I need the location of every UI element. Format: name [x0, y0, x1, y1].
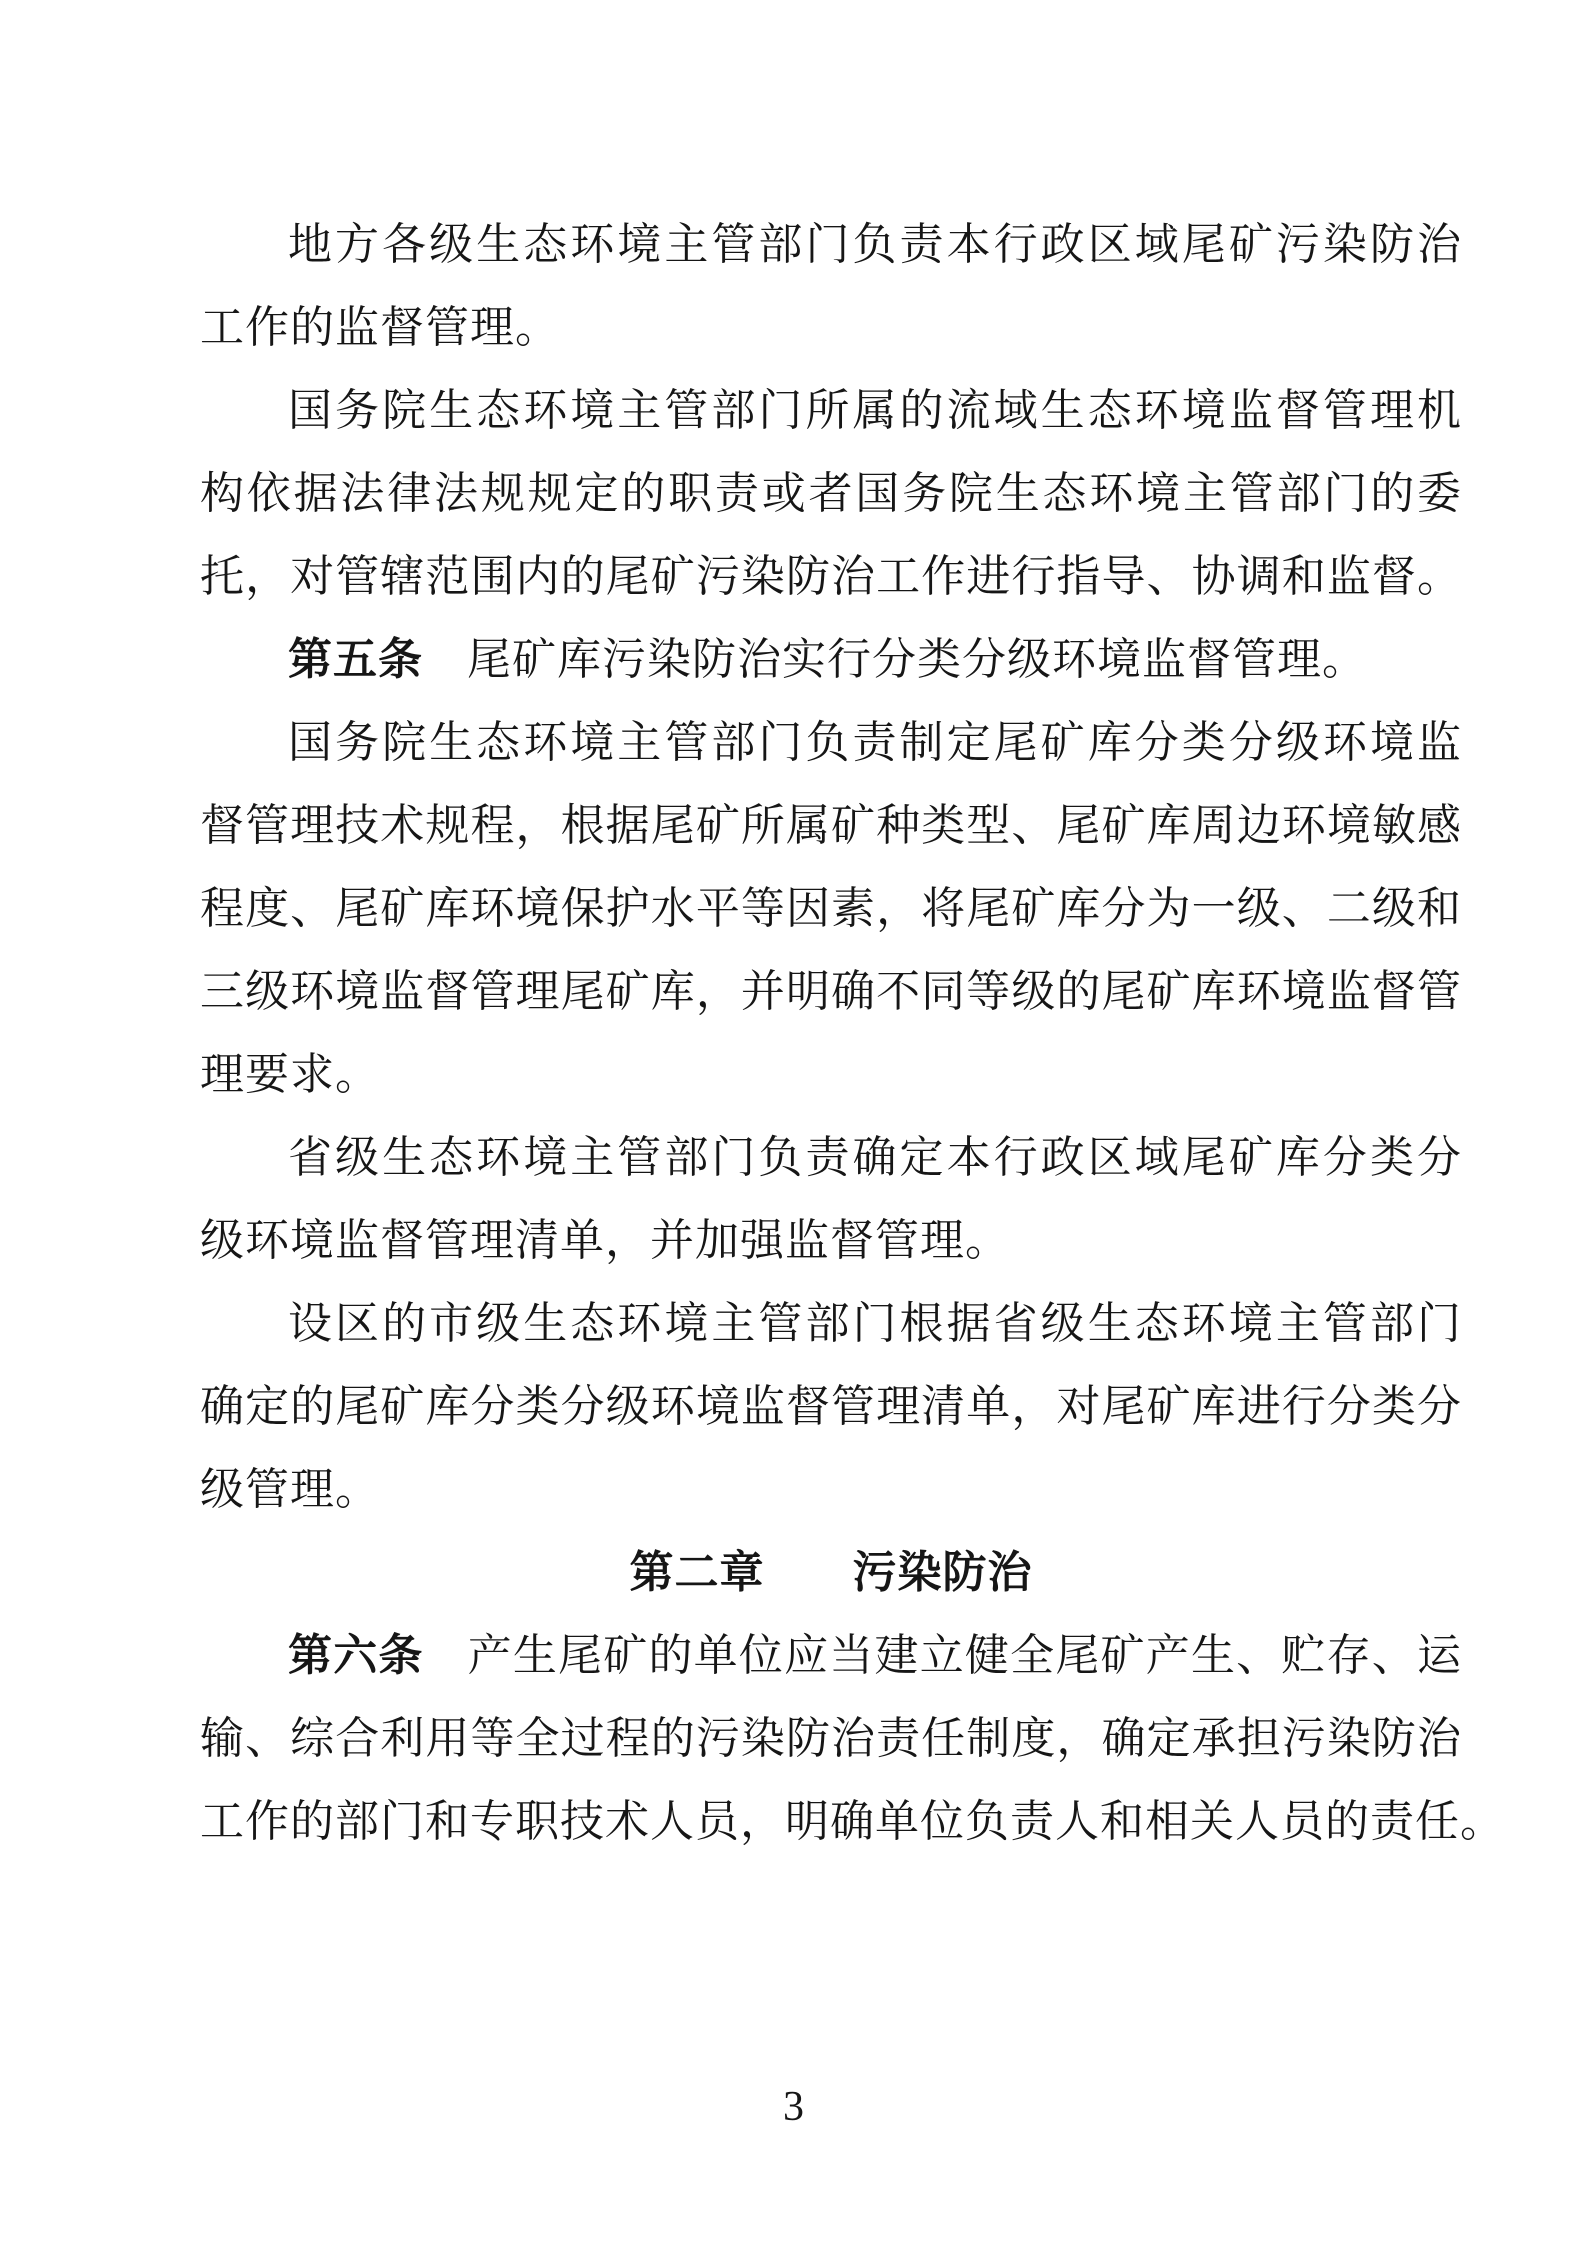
document-text-block — [200, 203, 1505, 1863]
chapter-number-label: 第二章 — [629, 1548, 765, 1597]
page-number: 3 — [783, 2084, 804, 2130]
body-line: 托，对管辖范围内的尾矿污染防治工作进行指导、协调和监督。 — [200, 552, 1462, 601]
body-line: 级环境监督管理清单，并加强监督管理。 — [200, 1216, 1010, 1265]
body-line: 国务院生态环境主管部门所属的流域生态环境监督管理机 — [288, 386, 1462, 435]
body-line: 确定的尾矿库分类分级环境监督管理清单，对尾矿库进行分类分 — [200, 1382, 1462, 1431]
article-number-label: 第五条 — [288, 635, 423, 684]
article-number-label: 第六条 — [288, 1631, 424, 1680]
body-line: 设区的市级生态环境主管部门根据省级生态环境主管部门 — [288, 1299, 1462, 1348]
article-clause-line — [200, 618, 1462, 701]
chapter-heading — [200, 1531, 1462, 1614]
article-clause-line — [200, 1614, 1462, 1697]
article-clause-text: 产生尾矿的单位应当建立健全尾矿产生、贮存、运 — [467, 1631, 1462, 1680]
body-line: 三级环境监督管理尾矿库，并明确不同等级的尾矿库环境监督管 — [200, 967, 1462, 1016]
body-line: 理要求。 — [200, 1050, 380, 1099]
body-line: 省级生态环境主管部门负责确定本行政区域尾矿库分类分 — [288, 1133, 1462, 1182]
body-line: 构依据法律法规规定的职责或者国务院生态环境主管部门的委 — [200, 469, 1462, 518]
body-line: 国务院生态环境主管部门负责制定尾矿库分类分级环境监 — [288, 718, 1462, 767]
body-line: 工作的监督管理。 — [200, 303, 560, 352]
body-line: 督管理技术规程，根据尾矿所属矿种类型、尾矿库周边环境敏感 — [200, 801, 1462, 850]
body-line: 地方各级生态环境主管部门负责本行政区域尾矿污染防治 — [288, 220, 1462, 269]
body-line: 输、综合利用等全过程的污染防治责任制度，确定承担污染防治 — [200, 1714, 1462, 1763]
body-line: 级管理。 — [200, 1465, 380, 1514]
chapter-title-label: 污染防治 — [852, 1548, 1033, 1597]
article-clause-text: 尾矿库污染防治实行分类分级环境监督管理。 — [467, 635, 1367, 684]
body-line: 程度、尾矿库环境保护水平等因素，将尾矿库分为一级、二级和 — [200, 884, 1462, 933]
body-line: 工作的部门和专职技术人员，明确单位负责人和相关人员的责任。 — [200, 1797, 1505, 1846]
